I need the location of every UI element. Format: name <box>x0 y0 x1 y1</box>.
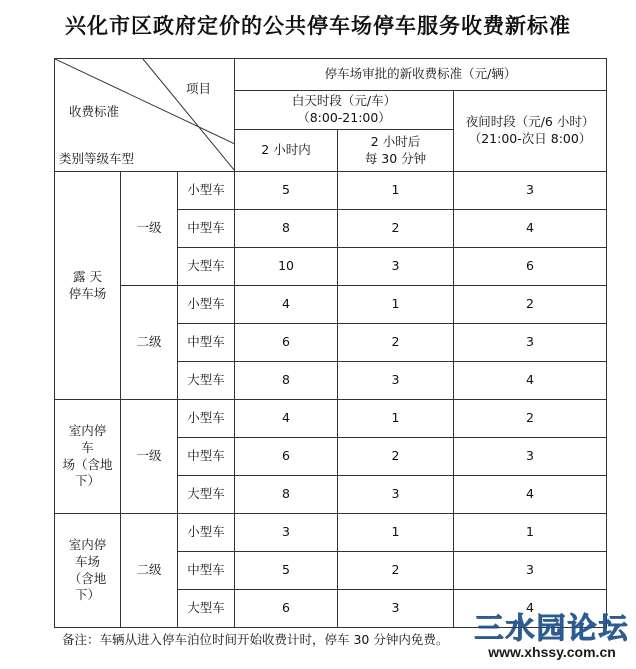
category-cell <box>55 172 121 400</box>
watermark-logo-text: 三水园论坛 <box>474 611 630 645</box>
after2h-fee-cell: 2 <box>338 552 454 590</box>
after2h-fee-cell: 2 <box>338 438 454 476</box>
car-type-cell: 大型车 <box>178 248 235 286</box>
night-fee-cell: 6 <box>454 248 607 286</box>
header-after2h <box>338 130 454 172</box>
first2h-fee-cell: 4 <box>235 286 338 324</box>
category-cell <box>55 514 121 628</box>
header-night-line2: （21:00-次日 8:00） <box>468 131 592 146</box>
table-row <box>55 514 607 552</box>
table-row <box>55 400 607 438</box>
car-type-cell: 中型车 <box>178 324 235 362</box>
first2h-fee-cell: 10 <box>235 248 338 286</box>
grade-cell: 一级 <box>121 172 178 286</box>
category-cell <box>55 400 121 514</box>
grade-cell: 一级 <box>121 400 178 514</box>
car-type-cell: 中型车 <box>178 438 235 476</box>
first2h-fee-cell: 5 <box>235 172 338 210</box>
night-fee-cell: 2 <box>454 400 607 438</box>
first2h-fee-cell: 6 <box>235 590 338 628</box>
after2h-fee-cell: 3 <box>338 362 454 400</box>
night-fee-cell: 4 <box>454 210 607 248</box>
category-line: 车场 <box>74 553 100 569</box>
header-first2h: 2 小时内 <box>235 130 338 172</box>
page-title: 兴化市区政府定价的公共停车场停车服务收费新标准 <box>65 14 571 38</box>
category-line: 场（含地 <box>62 456 113 472</box>
diag-type-label: 类别等级车型 <box>59 151 135 166</box>
first2h-fee-cell: 3 <box>235 514 338 552</box>
car-type-cell: 小型车 <box>178 400 235 438</box>
after2h-fee-cell: 3 <box>338 248 454 286</box>
after2h-fee-cell: 2 <box>338 324 454 362</box>
header-night-line1: 夜间时段（元/6 小时） <box>465 114 595 130</box>
after2h-fee-cell: 3 <box>338 590 454 628</box>
footnote: 备注：车辆从进入停车泊位时间开始收费计时，停车 30 分钟内免费。 <box>62 632 449 647</box>
after2h-fee-cell: 1 <box>338 400 454 438</box>
car-type-cell: 大型车 <box>178 362 235 400</box>
table-row <box>55 286 607 324</box>
category-line: 露 天 <box>73 268 102 284</box>
after2h-fee-cell: 3 <box>338 476 454 514</box>
watermark-url: www.xhssy.com.cn <box>488 644 616 660</box>
car-type-cell: 小型车 <box>178 286 235 324</box>
car-type-cell: 大型车 <box>178 476 235 514</box>
car-type-cell: 中型车 <box>178 210 235 248</box>
car-type-cell: 小型车 <box>178 514 235 552</box>
category-line: （含地 <box>68 570 107 586</box>
category-line: 室内停 <box>68 422 107 438</box>
car-type-cell: 大型车 <box>178 590 235 628</box>
header-day <box>235 91 454 130</box>
after2h-fee-cell: 1 <box>338 286 454 324</box>
night-fee-cell: 2 <box>454 286 607 324</box>
after2h-fee-cell: 2 <box>338 210 454 248</box>
night-fee-cell: 3 <box>454 438 607 476</box>
first2h-fee-cell: 8 <box>235 210 338 248</box>
grade-cell: 二级 <box>121 286 178 400</box>
category-line: 车 <box>81 439 94 455</box>
table-row <box>55 172 607 210</box>
fee-table <box>54 58 607 628</box>
category-line: 室内停 <box>68 536 107 552</box>
first2h-fee-cell: 4 <box>235 400 338 438</box>
first2h-fee-cell: 5 <box>235 552 338 590</box>
header-after-line2: 每 30 分钟 <box>364 150 427 166</box>
first2h-fee-cell: 8 <box>235 476 338 514</box>
header-main: 停车场审批的新收费标准（元/辆） <box>235 59 607 91</box>
category-line: 下） <box>74 587 100 603</box>
header-day-line2: （8:00-21:00） <box>297 110 391 125</box>
after2h-fee-cell: 1 <box>338 514 454 552</box>
night-fee-cell: 3 <box>454 324 607 362</box>
night-fee-cell: 4 <box>454 476 607 514</box>
night-fee-cell: 1 <box>454 514 607 552</box>
diag-fee-label: 收费标准 <box>69 104 120 119</box>
night-fee-cell: 4 <box>454 590 607 628</box>
night-fee-cell: 3 <box>454 172 607 210</box>
header-after-line1: 2 小时后 <box>370 133 421 149</box>
first2h-fee-cell: 6 <box>235 324 338 362</box>
after2h-fee-cell: 1 <box>338 172 454 210</box>
car-type-cell: 中型车 <box>178 552 235 590</box>
diag-item-label: 项目 <box>186 81 212 96</box>
header-night <box>454 91 607 172</box>
diagonal-header-cell <box>55 59 235 172</box>
night-fee-cell: 3 <box>454 552 607 590</box>
grade-cell: 二级 <box>121 514 178 628</box>
first2h-fee-cell: 8 <box>235 362 338 400</box>
car-type-cell: 小型车 <box>178 172 235 210</box>
first2h-fee-cell: 6 <box>235 438 338 476</box>
watermark-logo <box>468 606 636 669</box>
category-line: 下） <box>74 473 100 489</box>
header-day-line1: 白天时段（元/车） <box>291 93 397 109</box>
night-fee-cell: 4 <box>454 362 607 400</box>
category-line: 停车场 <box>68 285 107 301</box>
